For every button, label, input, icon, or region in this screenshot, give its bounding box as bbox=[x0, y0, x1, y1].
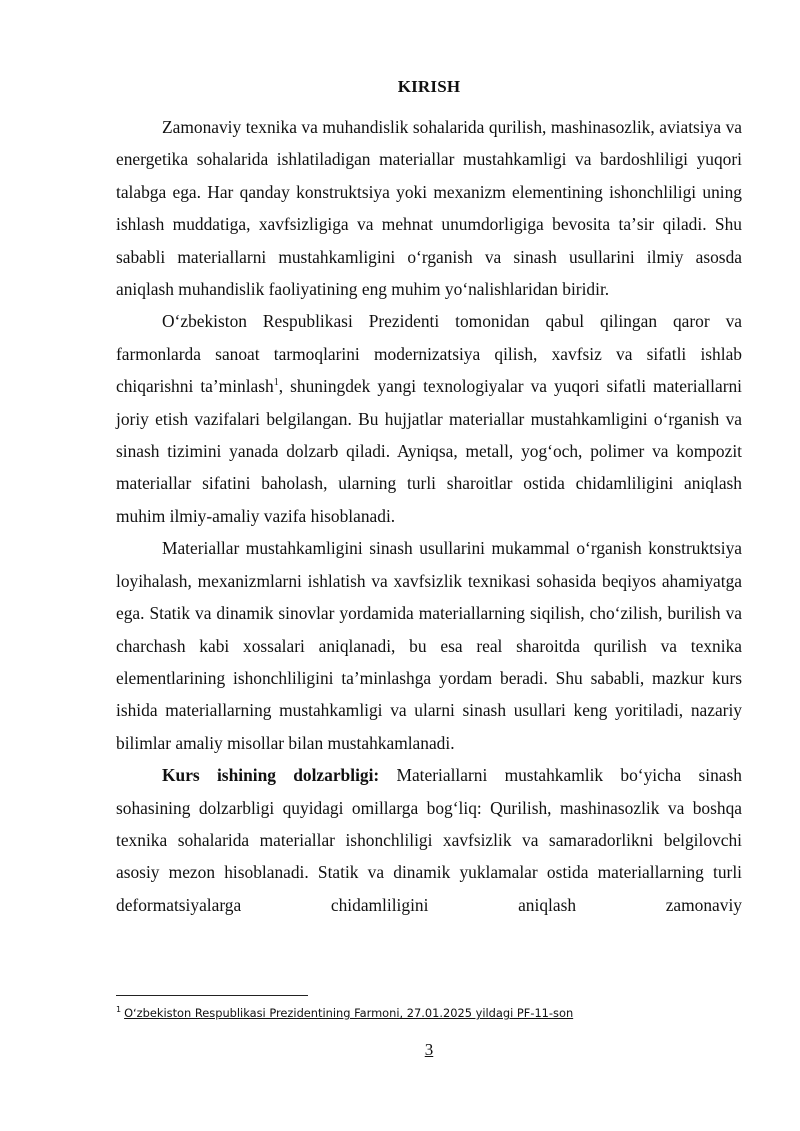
paragraph-legislation-text-end: , shuningdek yangi texnologiyalar va yuqori sifatli materiallarni joriy etish vazifalari belgilangan. Bu hujjatlar materiallar mustahkamligini oʻrganish va sinash tizimini yanada dolzarb qiladi. Ayniqsa, metall, yogʻoch, polimer va kompozit materiallar sifatini baholash, ularning turli sharoitlar ostida chidamliligini aniqlash muhim ilmiy-amaliy vazifa hisoblanadi. bbox=[116, 376, 743, 526]
footnote bbox=[116, 1006, 573, 1020]
paragraph-relevance bbox=[116, 759, 742, 921]
paragraph-testing-methods: Materiallar mustahkamligini sinash usullarini mukammal oʻrganish konstruktsiya loyihalash, mexanizmlarni ishlatish va xavfsizlik texnikasi sohasida beqiyos ahamiyatga ega. Statik va dinamik sinovlar yordamida materiallarning siqilish, choʻzilish, burilish va charchash kabi xossalari aniqlanadi, bu esa real sharoitda qurilish va texnika elementlarining ishonchliligini taʼminlashga yordam beradi. Shu sababli, mazkur kurs ishida materiallarning mustahkamligi va ularni sinash usullari keng yoritiladi, nazariy bilimlar amaliy misollar bilan mustahkamlanadi. bbox=[116, 538, 742, 753]
paragraph-legislation bbox=[116, 305, 742, 532]
paragraph-intro: Zamonaviy texnika va muhandislik sohalarida qurilish, mashinasozlik, aviatsiya va energetika sohalarida ishlatiladigan materiallar mustahkamligi va bardoshliligi yuqori talabga ega. Har qanday konstruktsiya yoki mexanizm elementining ishonchliligi uning ishlash muddatiga, xavfsizligiga va mehnat unumdorligiga bevosita taʼsir qiladi. Shu sababli materiallarni mustahkamligini oʻrganish va sinash usullarini ilmiy asosda aniqlash muhandislik faoliyatining eng muhim yoʻnalishlaridan biridir. bbox=[116, 117, 742, 300]
relevance-text: Materiallarni mustahkamlik boʻyicha sinash sohasining dolzarbligi quyidagi omillarga bogʻliq: Qurilish, mashinasozlik va boshqa texnika sohalarida materiallar ishonchliligi xavfsizlik va samaradorlikni belgilovchi asosiy mezon hisoblanadi. Statik va dinamik yuklamalar ostida materiallarning turli deformatsiyalarga chidamliligini aniqlash zamonaviy bbox=[116, 765, 742, 915]
page-number: 3 bbox=[424, 1040, 434, 1059]
section-title: KIRISH bbox=[397, 77, 461, 96]
paragraph-legislation-text-start: Oʻzbekiston Respublikasi Prezidenti tomonidan qabul qilingan qaror va farmonlarda sanoat tarmoqlarini modernizatsiya qilish, xavfsiz va sifatli ishlab chiqarishni taʼminlash bbox=[116, 311, 742, 397]
footnote-marker: 1 bbox=[116, 1005, 122, 1015]
body-text bbox=[116, 111, 742, 921]
footnote-separator bbox=[116, 995, 308, 996]
relevance-heading: Kurs ishining dolzarbligi: bbox=[162, 765, 380, 786]
footnote-text[interactable]: Oʻzbekiston Respublikasi Prezidentining Farmoni, 27.01.2025 yildagi PF-11-son bbox=[124, 1006, 574, 1020]
footnote-reference[interactable]: 1 bbox=[273, 377, 279, 389]
